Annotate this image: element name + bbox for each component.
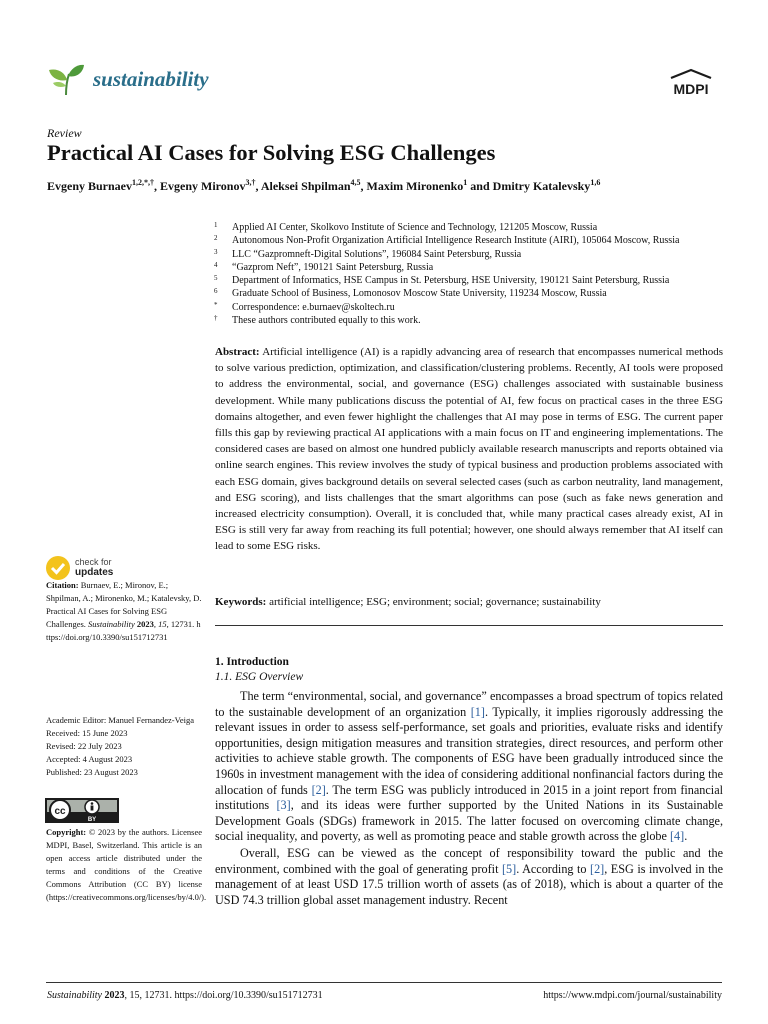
- author-name[interactable]: Evgeny Mironov: [160, 179, 246, 193]
- citation-rest: , 12731.: [166, 619, 195, 630]
- keywords-text: artificial intelligence; ESG; environment; social; governance; sustainability: [269, 596, 601, 608]
- affiliation-text: Autonomous Non-Profit Organization Artificial Intelligence Research Institute (AIRI), 105064 Moscow, Russia: [232, 235, 680, 247]
- affiliations: [214, 221, 729, 327]
- affiliation-text: Department of Informatics, HSE Campus in St. Petersburg, HSE University, 190121 Saint Petersburg, Russia: [232, 275, 670, 287]
- publication-date: Published: 23 August 2023: [46, 767, 138, 778]
- publisher-name: MDPI: [673, 81, 709, 97]
- citation-link[interactable]: [1]: [470, 704, 485, 719]
- author-name[interactable]: Aleksei Shpilman: [260, 179, 351, 193]
- footer-year: 2023: [104, 990, 125, 1001]
- sprout-icon: [47, 62, 85, 96]
- footer-rest[interactable]: , 15, 12731. https://doi.org/10.3390/su151712731: [124, 990, 323, 1001]
- author-separator: ,: [154, 179, 161, 193]
- copyright-text: © 2023 by the authors. Licensee MDPI, Basel, Switzerland. This article is an open access article distributed under the terms and conditions of the Creative Commons Attribution (CC BY) license (https://creativecommons.org/licenses/by/4.0/).: [46, 827, 207, 903]
- affiliation: [214, 301, 729, 314]
- mdpi-logo: [665, 68, 717, 102]
- citation-label: Citation:: [46, 580, 79, 590]
- affiliation-mark: 1: [214, 221, 218, 229]
- citation-link[interactable]: [4]: [669, 829, 685, 844]
- paragraph: Overall, ESG can be viewed as the concept of responsibility toward the public and the environment, combined with the goal of generating profit [5]. According to [2], ESG is involved in the management of at least USD 17.5 trillion worth of assets (as of 2018), which is about a quarter of the USD 74.3 trillion global asset management industry. Recent: [215, 845, 723, 907]
- affiliation-mark: †: [214, 314, 218, 323]
- check-icon: [45, 555, 71, 581]
- affiliation: [214, 261, 729, 274]
- affiliation-mark: 6: [214, 287, 218, 296]
- cc-by-license-icon[interactable]: [45, 798, 119, 823]
- affiliation-text: Graduate School of Business, Lomonosov Moscow State University, 119234 Moscow, Russia: [232, 288, 607, 300]
- citation-doi[interactable]: https://doi.org/10.3390/su151712731: [46, 619, 201, 643]
- citation-link[interactable]: [2]: [311, 782, 326, 797]
- keywords: [215, 596, 723, 608]
- citation-link[interactable]: [2]: [590, 861, 605, 876]
- copyright-label: Copyright:: [46, 827, 87, 837]
- article-title: Practical AI Cases for Solving ESG Challenges: [47, 140, 496, 165]
- abstract-text: Artificial intelligence (AI) is a rapidly advancing area of research that encompasses numerical methods to solve various prediction, optimization, and classification/clustering problems. Recently, AI tools were proposed to address the environmental, social, and governance (ESG) challenges associated with sustainable business development. While many publications discuss the potential of AI, few focus on practical cases in the three ESG domains altogether, and even fewer highlight the challenges that AI may pose in terms of ESG. The current paper fills this gap by reviewing practical AI applications with a main focus on IT and engineering implementations. The considered cases are based on almost one hundred publicly available research manuscripts and reports obtained via online search engines. This review involves the study of typical business and production problems associated with each ESG domain, gives background details on several selected cases (such as carbon neutrality, land management, and ESG scoring), and lists challenges that the smart algorithms can pose (such as fake news generation and increased electricity consumption). Overall, it is concluded that, while many practical cases already exist, AI in ESG is still very far away from reaching its full potential; however, one should always remember that AI itself can lead to some ESG risks.: [215, 346, 723, 553]
- affiliation-mark: 3: [214, 247, 218, 256]
- check-for-updates-badge[interactable]: [45, 555, 113, 581]
- citation-journal: Sustainability: [88, 619, 135, 630]
- keywords-label: Keywords:: [215, 596, 267, 608]
- introduction-body: [215, 689, 723, 908]
- affiliation-text: “Gazprom Neft”, 190121 Saint Petersburg, Russia: [232, 261, 434, 273]
- citation-block: Citation: Burnaev, E.; Mironov, E.; Shpilman, A.; Mironenko, M.; Katalevsky, D. Practical AI Cases for Solving ESG Challenges. Sustainability 2023, 15, 12731. https://doi.org/10.3390/su151712731: [46, 580, 202, 643]
- publication-date: Revised: 22 July 2023: [46, 741, 122, 752]
- journal-name: sustainability: [93, 66, 209, 91]
- svg-text:cc: cc: [54, 806, 66, 817]
- affiliation: [214, 274, 729, 287]
- author-affiliation-marks: 3,†: [245, 178, 256, 187]
- publication-date: Received: 15 June 2023: [46, 728, 128, 738]
- author-affiliation-marks: 4,5: [350, 178, 361, 187]
- affiliation-text: These authors contributed equally to this work.: [232, 315, 421, 327]
- author-list: [47, 178, 600, 194]
- affiliation: [214, 234, 729, 247]
- footer-journal: Sustainability: [47, 990, 102, 1001]
- author-affiliation-marks: 1: [463, 178, 468, 187]
- author-name[interactable]: Evgeny Burnaev: [47, 179, 133, 193]
- affiliation-mark: 5: [214, 274, 218, 283]
- author-name[interactable]: Dmitry Katalevsky: [492, 179, 591, 193]
- check-line2: updates: [75, 567, 114, 578]
- footer-citation: [47, 990, 323, 1001]
- affiliation-mark: *: [214, 300, 218, 309]
- author-affiliation-marks: 1,6: [590, 178, 601, 187]
- author-affiliation-marks: 1,2,*,†: [132, 178, 155, 187]
- affiliation: [214, 314, 729, 327]
- affiliation-text: Correspondence: e.burnaev@skoltech.ru: [232, 301, 395, 313]
- citation-link[interactable]: [3]: [276, 798, 291, 813]
- publication-dates: [46, 727, 202, 779]
- affiliation-mark: 2: [214, 234, 218, 243]
- subsection-heading: 1.1. ESG Overview: [215, 671, 304, 683]
- footer-journal-url[interactable]: https://www.mdpi.com/journal/sustainability: [543, 990, 722, 1001]
- citation-year: 2023: [136, 619, 154, 630]
- affiliation-mark: 4: [214, 260, 218, 269]
- abstract-label: Abstract:: [215, 346, 260, 358]
- article-type: Review: [47, 126, 82, 140]
- academic-editor: Academic Editor: Manuel Fernandez-Veiga: [46, 715, 194, 725]
- section-divider: [215, 625, 723, 626]
- citation-link[interactable]: [5]: [501, 861, 517, 876]
- affiliation: [214, 287, 729, 300]
- author-separator: and: [467, 179, 493, 193]
- author-separator: ,: [255, 179, 261, 193]
- paragraph: The term “environmental, social, and governance” encompasses a broad spectrum of topics related to the sustainable development of an organization [1]. Typically, it implies rigorously addressing the relevant issues in order to assess self-performance, set goals and priorities, evaluate risks and identify opportunities, design mitigation measures and transition strategies, direct resources, and perform other activities to achieve stable growth. The components of ESG have been gradually introduced since the 1960s in investment management with the idea of considering additional nonfinancial factors during the allocation of funds [2]. The term ESG was publicly introduced in 2015 in a joint report from financial institutions [3], and its ideas were further supported by the United Nations in its Sustainable Development Goals (SDGs) framework in 2015. The latter focused on overcoming climate change, social inequality, and poverty, as well as promoting peace and stable growth across the globe [4].: [215, 689, 724, 844]
- affiliation: [214, 248, 729, 261]
- section-heading: 1. Introduction: [215, 656, 289, 668]
- cc-by-text: BY: [87, 817, 97, 823]
- publication-date: Accepted: 4 August 2023: [46, 754, 133, 765]
- abstract: [215, 344, 723, 555]
- footer-divider: [46, 982, 722, 983]
- copyright-block: [46, 826, 207, 905]
- author-name[interactable]: Maxim Mironenko: [366, 179, 464, 193]
- citation-volume: 15: [158, 619, 167, 630]
- citation-text: Burnaev, E.; Mironov, E.; Shpilman, A.; Mironenko, M.; Katalevsky, D. Practical AI Cases for Solving ESG Challenges.: [46, 580, 202, 630]
- affiliation-text: LLC “Gazpromneft-Digital Solutions”, 196084 Saint Petersburg, Russia: [232, 248, 522, 260]
- affiliation-text: Applied AI Center, Skolkovo Institute of Science and Technology, 121205 Moscow, Russia: [232, 222, 598, 233]
- affiliation: [214, 221, 729, 234]
- check-line1: check for: [75, 557, 112, 567]
- journal-logo: [47, 62, 209, 96]
- author-separator: ,: [360, 179, 367, 193]
